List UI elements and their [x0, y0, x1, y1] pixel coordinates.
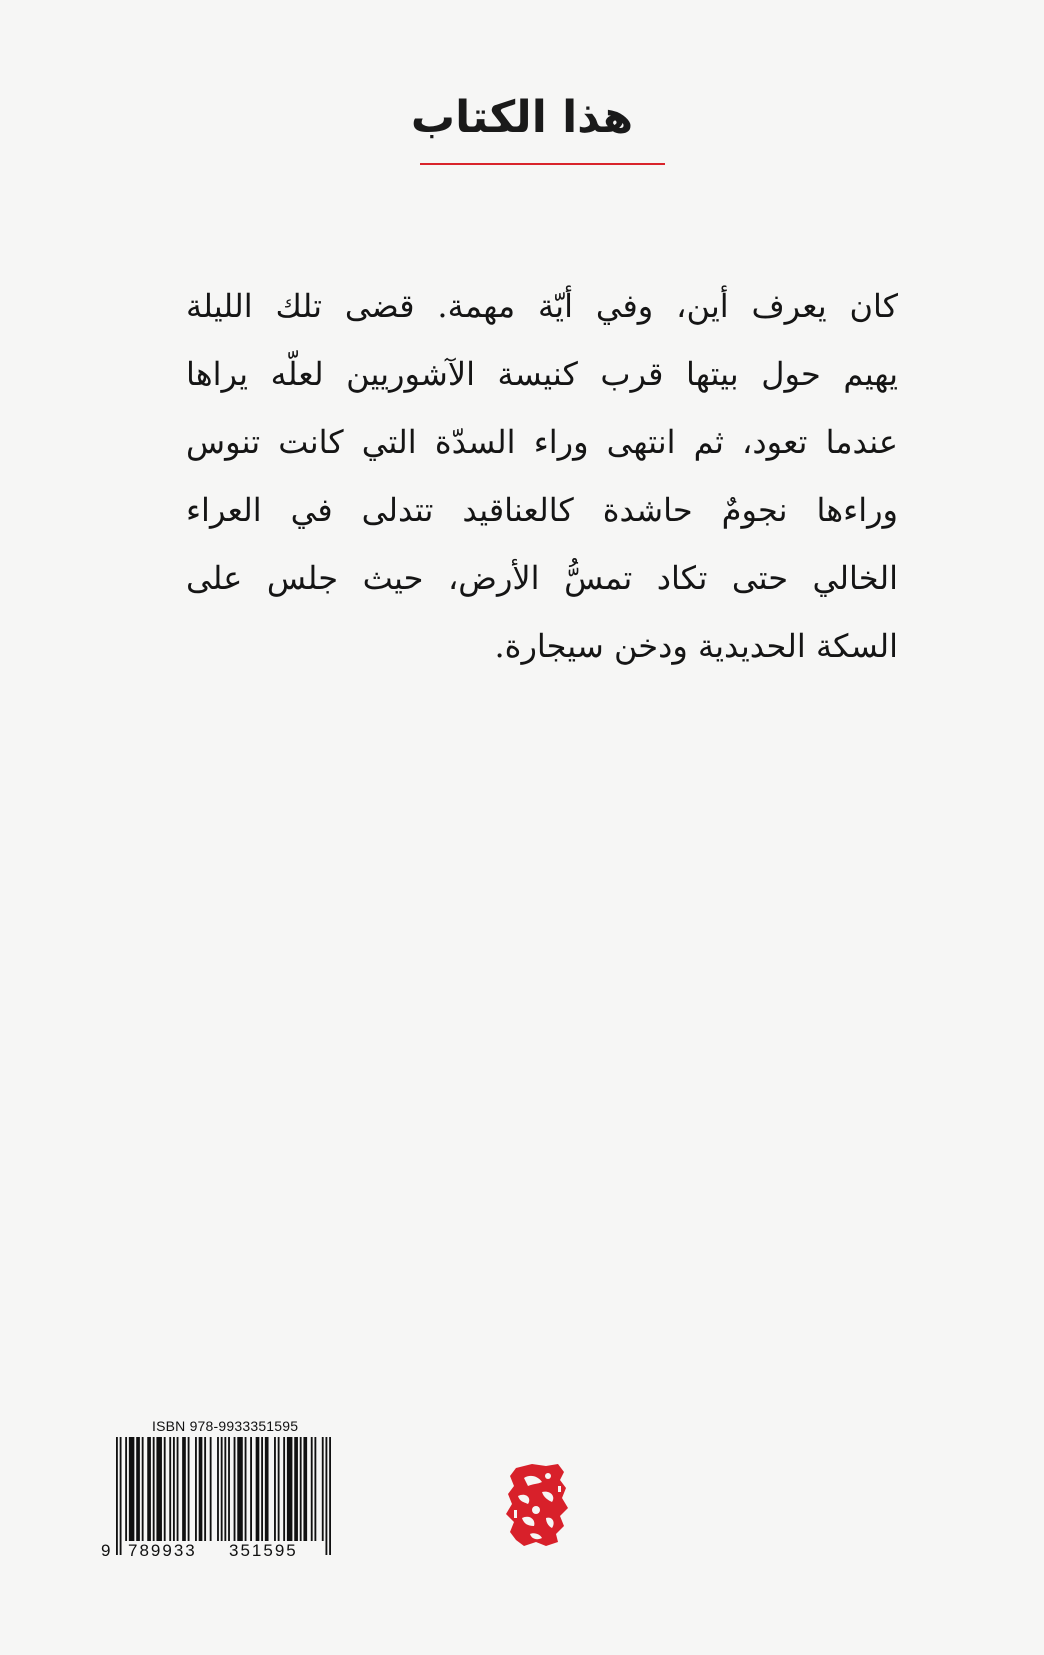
- blurb-line: وراءها نجومٌ حاشدة كالعناقيد تتدلى في العراء: [186, 491, 898, 529]
- blurb-line: كان يعرف أين، وفي أيّة مهمة. قضى تلك الليلة: [186, 287, 898, 325]
- blurb-line: السكة الحديدية ودخن سيجارة.: [494, 627, 898, 665]
- isbn-label: ISBN 978-9933351595: [152, 1418, 299, 1434]
- page-title: هذا الكتاب: [410, 92, 634, 143]
- barcode-digit-lead: 9: [101, 1541, 111, 1560]
- title-underline: [420, 163, 665, 165]
- blurb-line: يهيم حول بيتها قرب كنيسة الآشوريين لعلّه يراها: [186, 355, 898, 393]
- barcode-digits-right: 351595: [229, 1541, 298, 1560]
- publisher-logo-icon: [502, 1462, 574, 1548]
- barcode-digits-left: 789933: [128, 1541, 197, 1560]
- barcode-icon: [116, 1437, 331, 1555]
- blurb-line: الخالي حتى تكاد تمسُّ الأرض، حيث جلس على: [186, 559, 898, 597]
- blurb-line: عندما تعود، ثم انتهى وراء السدّة التي كانت تنوس: [186, 423, 898, 461]
- blurb-text: [186, 272, 898, 680]
- barcode-digits: [100, 1541, 335, 1563]
